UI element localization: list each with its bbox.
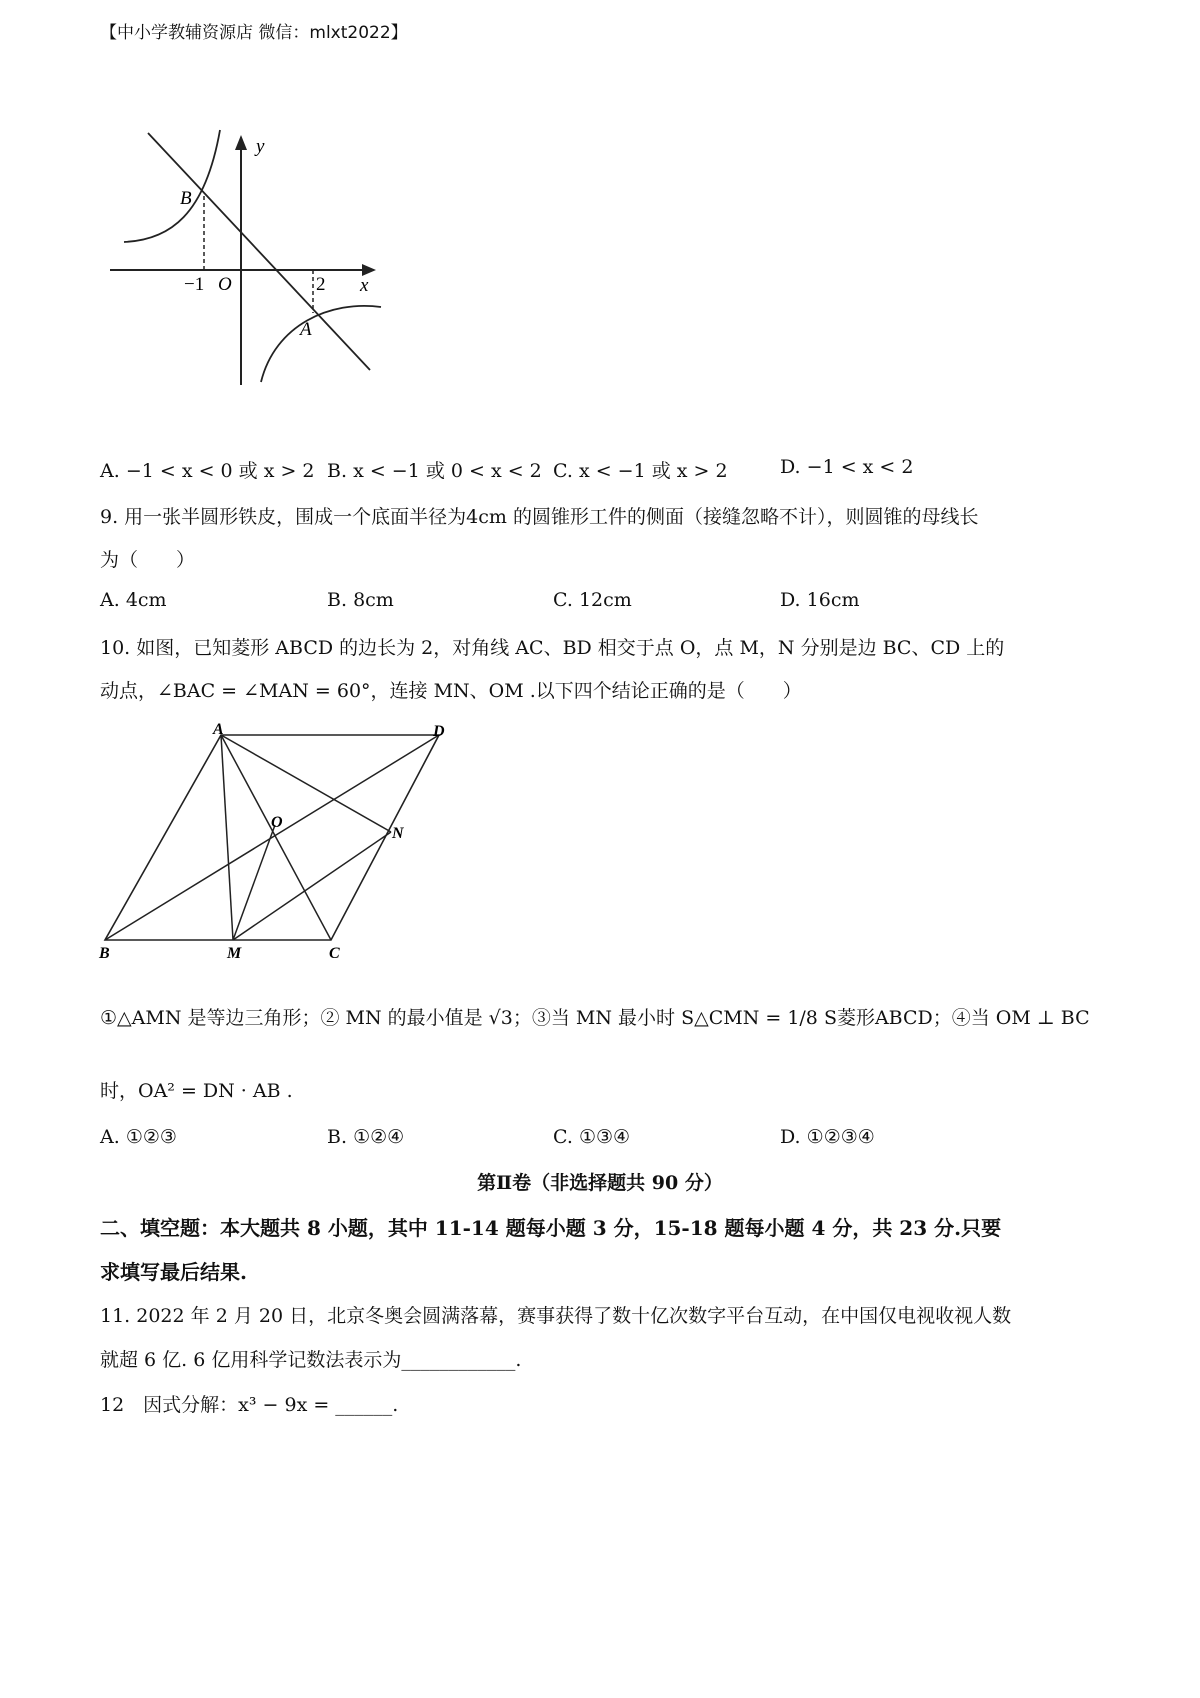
q12-line: 12 因式分解：x³ − 9x = ______. <box>100 1394 399 1416</box>
figure-hyperbola-line <box>100 125 390 395</box>
label-n: N <box>392 825 404 842</box>
q10-line1: 10. 如图，已知菱形 ABCD 的边长为 2，对角线 AC、BD 相交于点 O，点 M，N 分别是边 BC、CD 上的 <box>100 637 1005 659</box>
section2-line2: 求填写最后结果. <box>100 1260 247 1284</box>
q10-statement-end: 时，OA² = DN · AB . <box>100 1080 293 1102</box>
q10-option-c: C. ①③④ <box>553 1126 631 1148</box>
q11-line2: 就超 6 亿. 6 亿用科学记数法表示为____________. <box>100 1349 522 1371</box>
tick-neg1: −1 <box>184 274 205 295</box>
q9-option-b: B. 8cm <box>327 589 394 611</box>
label-x: x <box>360 275 369 296</box>
q8-option-a: A. −1 < x < 0 或 x > 2 <box>100 460 315 482</box>
q8-option-d: D. −1 < x < 2 <box>780 456 914 478</box>
page-header: 【中小学教辅资源店 微信：mlxt2022】 <box>100 23 408 43</box>
q10-statements: ①△AMN 是等边三角形；② MN 的最小值是 √3；③当 MN 最小时 S△CMN = 1/8 S菱形ABCD；④当 OM ⊥ BC <box>100 1007 1090 1029</box>
q9-line1: 9. 用一张半圆形铁皮，围成一个底面半径为4cm 的圆锥形工件的侧面（接缝忽略不计），则圆锥的母线长 <box>100 506 979 528</box>
label-m: M <box>227 945 242 960</box>
segment-om <box>233 825 275 940</box>
label-a: A <box>213 721 224 738</box>
label-o: O <box>218 274 232 295</box>
q9-option-d: D. 16cm <box>780 589 860 611</box>
q10-line2: 动点，∠BAC = ∠MAN = 60°，连接 MN、OM .以下四个结论正确的是（ ） <box>100 680 802 702</box>
segment-am <box>221 735 233 940</box>
q8-option-c: C. x < −1 或 x > 2 <box>553 460 728 482</box>
segment-mn <box>233 832 391 940</box>
q8-option-b: B. x < −1 或 0 < x < 2 <box>327 460 542 482</box>
line-ab <box>148 133 370 370</box>
hyperbola-upper-left <box>124 130 220 242</box>
label-o: O <box>271 814 283 831</box>
tick-2: 2 <box>316 274 326 295</box>
figure-rhombus <box>95 720 465 960</box>
y-axis-arrow <box>235 135 247 150</box>
q11-line1: 11. 2022 年 2 月 20 日，北京冬奥会圆满落幕，赛事获得了数十亿次数字平台互动，在中国仅电视收视人数 <box>100 1305 1012 1327</box>
label-d: D <box>433 723 445 740</box>
section2-line1: 二、填空题：本大题共 8 小题，其中 11-14 题每小题 3 分，15-18 题每小题 4 分，共 23 分.只要 <box>100 1216 1002 1240</box>
label-b: B <box>180 188 192 209</box>
q10-option-a: A. ①②③ <box>100 1126 177 1148</box>
q10-option-d: D. ①②③④ <box>780 1126 875 1148</box>
q9-option-a: A. 4cm <box>100 589 167 611</box>
q10-option-b: B. ①②④ <box>327 1126 405 1148</box>
q9-option-c: C. 12cm <box>553 589 632 611</box>
diagonal-bd <box>105 735 439 940</box>
label-b: B <box>99 945 110 960</box>
q9-line2: 为（ ） <box>100 549 196 571</box>
label-y: y <box>256 136 265 157</box>
label-c: C <box>329 945 340 960</box>
part2-title: 第Ⅱ卷（非选择题共 90 分） <box>477 1172 723 1194</box>
label-a: A <box>300 319 312 340</box>
